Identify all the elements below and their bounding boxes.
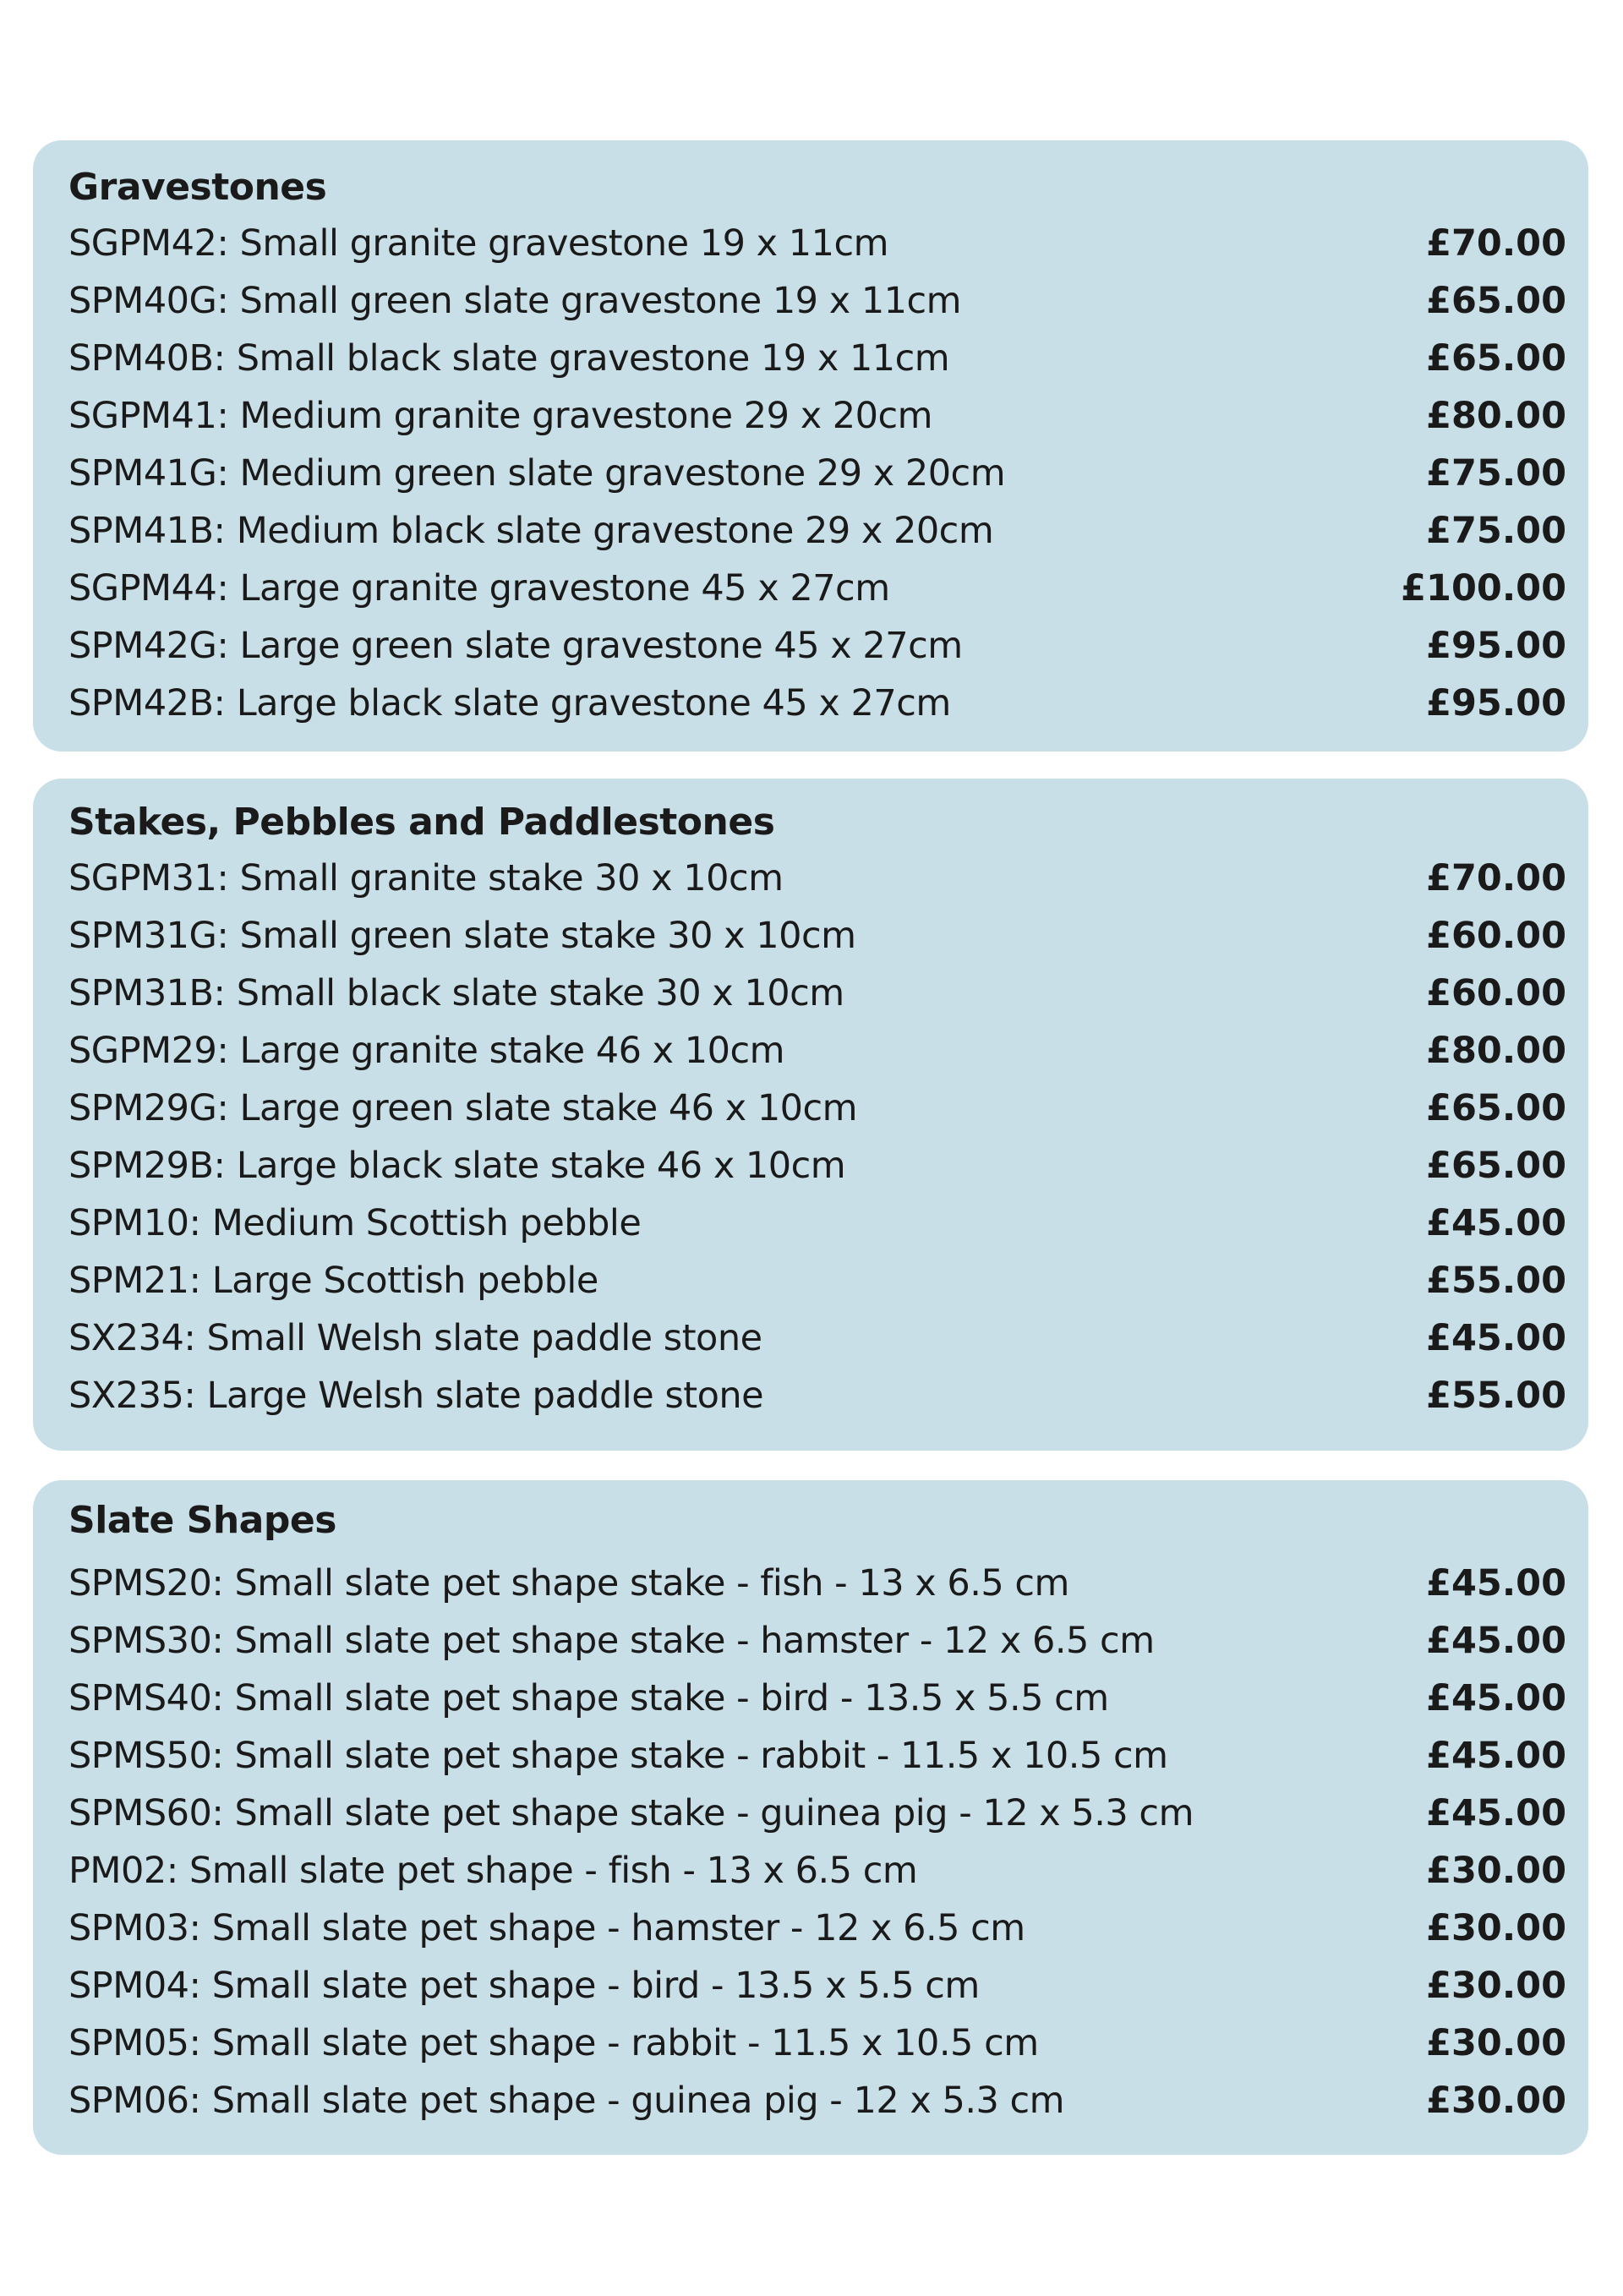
price-row <box>68 215 1566 272</box>
item-price: £80.00 <box>1426 1030 1566 1072</box>
item-description: SPM42G: Large green slate gravestone 45 x 27cm <box>68 625 963 667</box>
item-description: SPM05: Small slate pet shape - rabbit - 11.5 x 10.5 cm <box>68 2022 1039 2064</box>
item-description: SPM40B: Small black slate gravestone 19 x 11cm <box>68 337 950 380</box>
item-price: £75.00 <box>1426 510 1566 552</box>
section-title: Stakes, Pebbles and Paddlestones <box>68 801 775 844</box>
price-row <box>68 907 1566 965</box>
item-price: £45.00 <box>1426 1792 1566 1834</box>
item-description: SPMS50: Small slate pet shape stake - rabbit - 11.5 x 10.5 cm <box>68 1735 1168 1777</box>
price-row <box>68 1785 1566 1842</box>
item-price: £30.00 <box>1426 1965 1566 2007</box>
gravestones-panel <box>33 140 1588 752</box>
item-price: £65.00 <box>1426 280 1566 322</box>
price-row <box>68 1252 1566 1309</box>
price-row <box>68 1900 1566 1957</box>
price-row <box>68 1367 1566 1424</box>
item-description: PM02: Small slate pet shape - fish - 13 x 6.5 cm <box>68 1850 918 1892</box>
price-row <box>68 330 1566 387</box>
item-description: SPM03: Small slate pet shape - hamster - 12 x 6.5 cm <box>68 1907 1025 1949</box>
item-description: SGPM42: Small granite gravestone 19 x 11cm <box>68 222 889 265</box>
item-description: SPMS40: Small slate pet shape stake - bird - 13.5 x 5.5 cm <box>68 1677 1109 1719</box>
item-description: SPM10: Medium Scottish pebble <box>68 1202 642 1244</box>
price-row <box>68 445 1566 502</box>
section-title: Gravestones <box>68 166 327 209</box>
item-description: SPM40G: Small green slate gravestone 19 x 11cm <box>68 280 962 322</box>
item-description: SPM06: Small slate pet shape - guinea pig - 12 x 5.3 cm <box>68 2080 1065 2122</box>
item-description: SPM41G: Medium green slate gravestone 29 x 20cm <box>68 452 1006 495</box>
price-row <box>68 1080 1566 1137</box>
price-row <box>68 1137 1566 1194</box>
item-price: £65.00 <box>1426 1087 1566 1129</box>
price-row <box>68 1727 1566 1785</box>
item-description: SX234: Small Welsh slate paddle stone <box>68 1317 762 1359</box>
item-price: £45.00 <box>1426 1317 1566 1359</box>
price-row <box>68 1670 1566 1727</box>
item-description: SPM31G: Small green slate stake 30 x 10cm <box>68 915 856 957</box>
item-description: SPM29B: Large black slate stake 46 x 10cm <box>68 1145 846 1187</box>
price-row <box>68 965 1566 1022</box>
item-price: £75.00 <box>1426 452 1566 495</box>
price-row <box>68 387 1566 445</box>
item-price: £80.00 <box>1426 395 1566 437</box>
price-row <box>68 1194 1566 1252</box>
item-price: £30.00 <box>1426 2022 1566 2064</box>
item-description: SGPM41: Medium granite gravestone 29 x 20cm <box>68 395 933 437</box>
price-row <box>68 1612 1566 1670</box>
item-price: £30.00 <box>1426 1907 1566 1949</box>
price-row <box>68 675 1566 732</box>
price-row <box>68 617 1566 675</box>
item-price: £60.00 <box>1426 915 1566 957</box>
stakes-pebbles-paddlestones-panel <box>33 779 1588 1451</box>
price-row <box>68 560 1566 617</box>
price-row <box>68 1309 1566 1367</box>
item-price: £95.00 <box>1426 682 1566 724</box>
item-price: £55.00 <box>1426 1375 1566 1417</box>
item-description: SGPM44: Large granite gravestone 45 x 27cm <box>68 567 890 610</box>
item-description: SGPM31: Small granite stake 30 x 10cm <box>68 857 784 899</box>
slate-shapes-panel <box>33 1480 1588 2155</box>
item-description: SGPM29: Large granite stake 46 x 10cm <box>68 1030 785 1072</box>
price-row <box>68 1957 1566 2014</box>
item-description: SPM41B: Medium black slate gravestone 29 x 20cm <box>68 510 994 552</box>
section-title: Slate Shapes <box>68 1499 336 1542</box>
item-description: SPM21: Large Scottish pebble <box>68 1260 598 1302</box>
price-row <box>68 1022 1566 1080</box>
item-price: £45.00 <box>1426 1677 1566 1719</box>
item-price: £100.00 <box>1401 567 1566 610</box>
item-price: £70.00 <box>1426 222 1566 265</box>
item-price: £45.00 <box>1426 1202 1566 1244</box>
price-row <box>68 1842 1566 1900</box>
item-price: £45.00 <box>1426 1562 1566 1604</box>
price-row <box>68 272 1566 330</box>
item-description: SPM31B: Small black slate stake 30 x 10cm <box>68 972 844 1014</box>
item-description: SPMS30: Small slate pet shape stake - hamster - 12 x 6.5 cm <box>68 1620 1155 1662</box>
item-price: £45.00 <box>1426 1620 1566 1662</box>
price-row <box>68 2072 1566 2129</box>
item-description: SPM04: Small slate pet shape - bird - 13.5 x 5.5 cm <box>68 1965 980 2007</box>
price-row <box>68 2014 1566 2072</box>
price-row <box>68 1555 1566 1612</box>
item-description: SPMS20: Small slate pet shape stake - fish - 13 x 6.5 cm <box>68 1562 1069 1604</box>
item-price: £65.00 <box>1426 1145 1566 1187</box>
item-description: SPM29G: Large green slate stake 46 x 10cm <box>68 1087 858 1129</box>
item-price: £70.00 <box>1426 857 1566 899</box>
item-price: £95.00 <box>1426 625 1566 667</box>
item-price: £30.00 <box>1426 1850 1566 1892</box>
price-row <box>68 502 1566 560</box>
price-row <box>68 850 1566 907</box>
item-description: SPMS60: Small slate pet shape stake - guinea pig - 12 x 5.3 cm <box>68 1792 1194 1834</box>
item-price: £65.00 <box>1426 337 1566 380</box>
item-price: £30.00 <box>1426 2080 1566 2122</box>
item-price: £60.00 <box>1426 972 1566 1014</box>
item-price: £45.00 <box>1426 1735 1566 1777</box>
item-description: SX235: Large Welsh slate paddle stone <box>68 1375 764 1417</box>
item-description: SPM42B: Large black slate gravestone 45 x 27cm <box>68 682 951 724</box>
item-price: £55.00 <box>1426 1260 1566 1302</box>
